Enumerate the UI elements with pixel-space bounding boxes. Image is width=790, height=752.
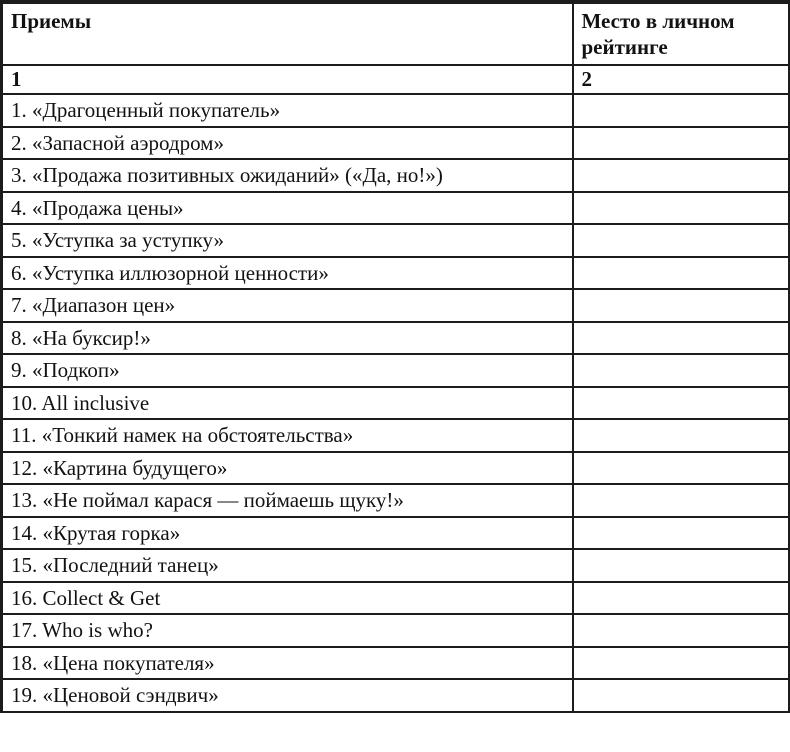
technique-cell: 13. «Не поймал карася — поймаешь щуку!» <box>2 484 573 517</box>
table-row <box>2 127 789 160</box>
rating-cell <box>573 419 789 452</box>
rating-cell <box>573 354 789 387</box>
technique-cell: 17. Who is who? <box>2 614 573 647</box>
technique-cell: 16. Collect & Get <box>2 582 573 615</box>
rating-cell <box>573 192 789 225</box>
table-row <box>2 289 789 322</box>
table-row <box>2 679 789 712</box>
technique-cell: 11. «Тонкий намек на обстоятельства» <box>2 419 573 452</box>
table-row <box>2 159 789 192</box>
table-row <box>2 484 789 517</box>
technique-cell: 2. «Запасной аэродром» <box>2 127 573 160</box>
technique-cell: 12. «Картина будущего» <box>2 452 573 485</box>
rating-cell <box>573 322 789 355</box>
technique-cell: 18. «Цена покупателя» <box>2 647 573 680</box>
technique-cell: 8. «На буксир!» <box>2 322 573 355</box>
rating-cell <box>573 582 789 615</box>
rating-cell <box>573 289 789 322</box>
technique-cell: 7. «Диапазон цен» <box>2 289 573 322</box>
rating-cell <box>573 224 789 257</box>
technique-cell: 9. «Подкоп» <box>2 354 573 387</box>
table-row <box>2 192 789 225</box>
technique-cell: 19. «Ценовой сэндвич» <box>2 679 573 712</box>
technique-cell: 4. «Продажа цены» <box>2 192 573 225</box>
technique-cell: 5. «Уступка за уступку» <box>2 224 573 257</box>
technique-cell: 1. «Драгоценный покупатель» <box>2 94 573 127</box>
technique-cell: 3. «Продажа позитивных ожиданий» («Да, но!») <box>2 159 573 192</box>
rating-cell <box>573 647 789 680</box>
rating-cell <box>573 159 789 192</box>
rating-cell <box>573 517 789 550</box>
table-row <box>2 94 789 127</box>
rating-cell <box>573 549 789 582</box>
table-row <box>2 387 789 420</box>
rating-cell <box>573 452 789 485</box>
column-index-1: 1 <box>2 65 573 94</box>
rating-cell <box>573 257 789 290</box>
table-row <box>2 452 789 485</box>
column-index-row <box>2 65 789 94</box>
table-row <box>2 647 789 680</box>
technique-cell: 14. «Крутая горка» <box>2 517 573 550</box>
table-row <box>2 224 789 257</box>
rating-cell <box>573 614 789 647</box>
table-row <box>2 419 789 452</box>
table-body <box>2 94 789 712</box>
technique-cell: 6. «Уступка иллюзорной ценности» <box>2 257 573 290</box>
table-row <box>2 354 789 387</box>
col-header-techniques: Приемы <box>2 2 573 65</box>
col-header-rating: Место в личном рейтинге <box>573 2 789 65</box>
table-row <box>2 322 789 355</box>
rating-cell <box>573 679 789 712</box>
technique-cell: 15. «Последний танец» <box>2 549 573 582</box>
rating-cell <box>573 127 789 160</box>
table-row <box>2 257 789 290</box>
header-row <box>2 2 789 65</box>
table-row <box>2 549 789 582</box>
column-index-2: 2 <box>573 65 789 94</box>
rating-cell <box>573 94 789 127</box>
table-row <box>2 582 789 615</box>
rating-cell <box>573 484 789 517</box>
table-row <box>2 517 789 550</box>
rating-cell <box>573 387 789 420</box>
technique-cell: 10. All inclusive <box>2 387 573 420</box>
table-row <box>2 614 789 647</box>
